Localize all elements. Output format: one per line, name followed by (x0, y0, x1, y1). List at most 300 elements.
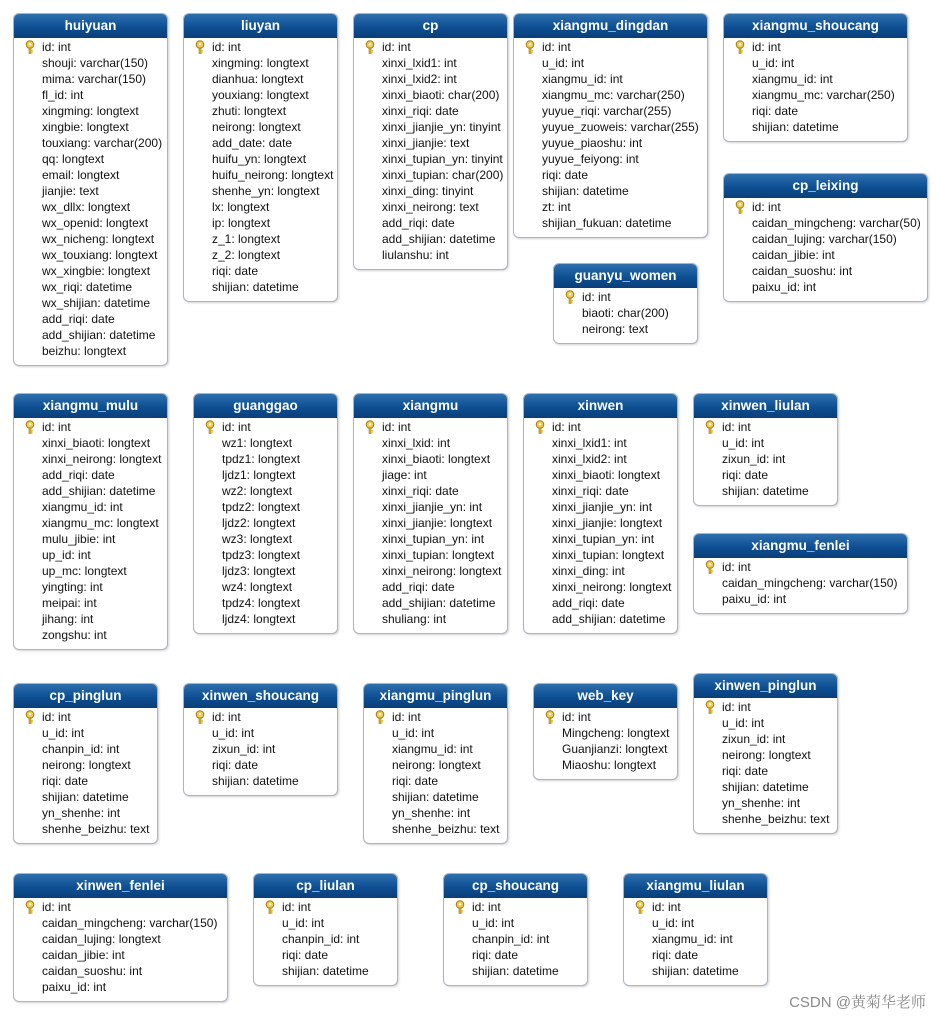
field-label: u_id: int (722, 716, 765, 730)
field-label: shenhe_beizhu: text (392, 822, 500, 836)
table-field (514, 135, 707, 151)
table-field (554, 321, 697, 337)
field-label: xinxi_tupian_yn: tinyint (382, 152, 503, 166)
field-label: fl_id: int (42, 88, 84, 102)
field-label: add_shijian: datetime (382, 596, 496, 610)
field-label: zhuti: longtext (212, 104, 287, 118)
field-label: qq: longtext (42, 152, 105, 166)
field-label: caidan_suoshu: int (752, 264, 853, 278)
field-label: neirong: longtext (392, 758, 481, 772)
field-label: ljdz1: longtext (222, 468, 296, 482)
key-icon (24, 40, 36, 54)
table-field (354, 199, 507, 215)
table-field (14, 611, 167, 627)
table-field (694, 779, 837, 795)
table-field (354, 531, 507, 547)
field-label: shenhe_beizhu: text (722, 812, 830, 826)
table-field (14, 627, 167, 643)
field-label: shouji: varchar(150) (42, 56, 149, 70)
key-icon (24, 710, 36, 724)
field-label: riqi: date (722, 468, 769, 482)
table-field (14, 103, 167, 119)
table-field (354, 499, 507, 515)
table-field (354, 215, 507, 231)
field-label: id: int (282, 900, 311, 914)
table-field (444, 947, 587, 963)
field-label: caidan_jibie: int (752, 248, 835, 262)
table-field (724, 71, 907, 87)
field-label: dianhua: longtext (212, 72, 304, 86)
field-label: caidan_mingcheng: varchar(150) (722, 576, 898, 590)
primary-key-field (354, 419, 507, 435)
table-field (14, 789, 157, 805)
table-field (694, 483, 837, 499)
field-label: shuliang: int (382, 612, 447, 626)
primary-key-field (184, 39, 337, 55)
field-label: jihang: int (42, 612, 94, 626)
table-field (514, 55, 707, 71)
table-field (694, 747, 837, 763)
table-field (624, 915, 767, 931)
table-xiangmu-fenlei (693, 533, 908, 614)
table-field (354, 611, 507, 627)
field-label: id: int (542, 40, 571, 54)
table-field (554, 305, 697, 321)
primary-key-field (724, 199, 927, 215)
table-field (194, 435, 337, 451)
table-field (14, 199, 167, 215)
field-label: xinxi_ding: tinyint (382, 184, 474, 198)
table-field (184, 167, 337, 183)
field-label: chanpin_id: int (42, 742, 120, 756)
key-icon (454, 900, 466, 914)
field-label: xiangmu_id: int (652, 932, 733, 946)
field-label: zt: int (542, 200, 571, 214)
table-field (724, 215, 927, 231)
field-label: xiangmu_mc: varchar(250) (542, 88, 685, 102)
key-icon (634, 900, 646, 914)
table-field (364, 757, 507, 773)
table-field (194, 483, 337, 499)
table-field (254, 915, 397, 931)
table-field (14, 71, 167, 87)
table-field (524, 515, 677, 531)
field-label: Mingcheng: longtext (562, 726, 670, 740)
table-field (694, 763, 837, 779)
table-title: xiangmu_liulan (624, 874, 767, 898)
field-label: neirong: longtext (722, 748, 811, 762)
field-label: u_id: int (472, 916, 515, 930)
table-field (624, 947, 767, 963)
watermark: CSDN @黄菊华老师 (789, 994, 926, 1011)
table-cp-liulan (253, 873, 398, 986)
field-label: xiangmu_id: int (752, 72, 833, 86)
field-label: email: longtext (42, 168, 120, 182)
field-label: id: int (42, 710, 71, 724)
primary-key-field (254, 899, 397, 915)
table-field (524, 563, 677, 579)
field-label: add_shijian: datetime (552, 612, 666, 626)
table-field (14, 915, 227, 931)
table-field (354, 435, 507, 451)
field-label: Guanjianzi: longtext (562, 742, 668, 756)
table-field (524, 611, 677, 627)
table-field (184, 55, 337, 71)
table-cp-shoucang (443, 873, 588, 986)
field-label: xingming: longtext (42, 104, 139, 118)
field-label: shenhe_beizhu: text (42, 822, 150, 836)
field-label: neirong: longtext (212, 120, 301, 134)
table-title: xinwen (524, 394, 677, 418)
field-label: xinxi_lxid: int (382, 436, 451, 450)
key-icon (734, 40, 746, 54)
table-xiangmu-pinglun (363, 683, 508, 844)
field-label: wx_touxiang: longtext (42, 248, 158, 262)
table-field (724, 247, 927, 263)
field-label: xinxi_tupian_yn: int (382, 532, 485, 546)
table-field (524, 483, 677, 499)
primary-key-field (194, 419, 337, 435)
table-field (724, 263, 927, 279)
table-field (724, 55, 907, 71)
table-huiyuan (13, 13, 168, 366)
table-field (354, 547, 507, 563)
table-field (184, 279, 337, 295)
field-label: ip: longtext (212, 216, 271, 230)
field-label: id: int (562, 710, 591, 724)
key-icon (704, 700, 716, 714)
field-label: Miaoshu: longtext (562, 758, 657, 772)
field-label: z_2: longtext (212, 248, 281, 262)
table-field (194, 467, 337, 483)
table-field (694, 591, 907, 607)
table-cp-leixing (723, 173, 928, 302)
table-field (444, 931, 587, 947)
field-label: u_id: int (752, 56, 795, 70)
table-field (354, 167, 507, 183)
field-label: shijian: datetime (752, 120, 839, 134)
field-label: up_id: int (42, 548, 91, 562)
table-field (354, 103, 507, 119)
primary-key-field (554, 289, 697, 305)
primary-key-field (694, 559, 907, 575)
field-label: beizhu: longtext (42, 344, 127, 358)
field-label: xinxi_jianjie: text (382, 136, 470, 150)
field-label: yuyue_zuoweis: varchar(255) (542, 120, 699, 134)
table-field (514, 215, 707, 231)
table-field (364, 789, 507, 805)
table-title: guanggao (194, 394, 337, 418)
field-label: xinxi_biaoti: char(200) (382, 88, 500, 102)
table-field (184, 725, 337, 741)
field-label: id: int (212, 40, 241, 54)
table-field (624, 931, 767, 947)
table-field (514, 199, 707, 215)
field-label: caidan_suoshu: int (42, 964, 143, 978)
key-icon (734, 200, 746, 214)
field-label: id: int (42, 420, 71, 434)
field-label: caidan_lujing: longtext (42, 932, 161, 946)
table-field (184, 87, 337, 103)
key-icon (704, 560, 716, 574)
field-label: add_shijian: datetime (382, 232, 496, 246)
field-label: xinxi_tupian: longtext (552, 548, 665, 562)
primary-key-field (14, 709, 157, 725)
key-icon (204, 420, 216, 434)
field-label: paixu_id: int (752, 280, 817, 294)
table-title: xiangmu_shoucang (724, 14, 907, 38)
table-field (354, 247, 507, 263)
table-field (14, 435, 167, 451)
field-label: add_riqi: date (552, 596, 625, 610)
table-field (524, 499, 677, 515)
field-label: xiangmu_mc: longtext (42, 516, 159, 530)
table-field (254, 963, 397, 979)
field-label: riqi: date (752, 104, 799, 118)
table-field (14, 773, 157, 789)
table-field (14, 499, 167, 515)
table-xiangmu-shoucang (723, 13, 908, 142)
table-field (524, 531, 677, 547)
table-field (14, 725, 157, 741)
table-field (364, 821, 507, 837)
table-field (354, 55, 507, 71)
table-guanyu-women (553, 263, 698, 344)
table-field (14, 979, 227, 995)
field-label: add_date: date (212, 136, 293, 150)
table-field (724, 103, 907, 119)
field-label: riqi: date (722, 764, 769, 778)
field-label: id: int (722, 420, 751, 434)
field-label: wx_xingbie: longtext (42, 264, 151, 278)
primary-key-field (444, 899, 587, 915)
field-label: yn_shenhe: int (722, 796, 801, 810)
table-field (184, 741, 337, 757)
field-label: xinxi_biaoti: longtext (552, 468, 661, 482)
field-label: liulanshu: int (382, 248, 449, 262)
field-label: xinxi_neirong: longtext (42, 452, 162, 466)
table-field (14, 467, 167, 483)
field-label: id: int (752, 200, 781, 214)
table-field (534, 757, 677, 773)
field-label: u_id: int (652, 916, 695, 930)
table-field (14, 215, 167, 231)
table-xiangmu (353, 393, 508, 634)
table-field (524, 595, 677, 611)
table-field (194, 515, 337, 531)
table-field (184, 71, 337, 87)
field-label: riqi: date (42, 774, 89, 788)
table-field (524, 435, 677, 451)
table-field (194, 579, 337, 595)
key-icon (194, 710, 206, 724)
table-field (14, 563, 167, 579)
field-label: id: int (42, 900, 71, 914)
field-label: yingting: int (42, 580, 103, 594)
field-label: up_mc: longtext (42, 564, 127, 578)
table-field (184, 247, 337, 263)
table-field (514, 151, 707, 167)
table-field (514, 119, 707, 135)
field-label: wz3: longtext (222, 532, 293, 546)
table-field (184, 199, 337, 215)
field-label: caidan_lujing: varchar(150) (752, 232, 897, 246)
table-title: cp (354, 14, 507, 38)
table-field (534, 725, 677, 741)
table-field (254, 947, 397, 963)
table-field (14, 741, 157, 757)
table-field (694, 467, 837, 483)
table-field (14, 757, 157, 773)
field-label: ljdz3: longtext (222, 564, 296, 578)
field-label: tpdz1: longtext (222, 452, 301, 466)
field-label: add_riqi: date (42, 312, 115, 326)
primary-key-field (624, 899, 767, 915)
field-label: shijian: datetime (282, 964, 369, 978)
primary-key-field (364, 709, 507, 725)
field-label: id: int (722, 560, 751, 574)
field-label: chanpin_id: int (472, 932, 550, 946)
key-icon (374, 710, 386, 724)
field-label: yuyue_feiyong: int (542, 152, 639, 166)
table-field (364, 741, 507, 757)
field-label: wx_shijian: datetime (42, 296, 151, 310)
field-label: meipai: int (42, 596, 97, 610)
table-field (694, 795, 837, 811)
table-field (184, 151, 337, 167)
table-field (444, 915, 587, 931)
field-label: mulu_jibie: int (42, 532, 116, 546)
table-field (694, 575, 907, 591)
field-label: add_riqi: date (42, 468, 115, 482)
field-label: shijian: datetime (392, 790, 479, 804)
field-label: jianjie: text (42, 184, 99, 198)
field-label: u_id: int (392, 726, 435, 740)
field-label: shijian: datetime (722, 484, 809, 498)
field-label: xinxi_jianjie_yn: int (382, 500, 483, 514)
table-field (14, 805, 157, 821)
field-label: add_shijian: datetime (42, 484, 156, 498)
table-field (194, 547, 337, 563)
table-field (724, 87, 907, 103)
table-liuyan (183, 13, 338, 302)
field-label: xiangmu_mc: varchar(250) (752, 88, 895, 102)
field-label: huifu_yn: longtext (212, 152, 307, 166)
table-field (194, 595, 337, 611)
field-label: id: int (212, 710, 241, 724)
table-field (364, 773, 507, 789)
field-label: xinxi_lxid2: int (382, 72, 457, 86)
field-label: u_id: int (212, 726, 255, 740)
table-field (354, 135, 507, 151)
table-field (14, 247, 167, 263)
table-field (184, 757, 337, 773)
table-field (354, 563, 507, 579)
table-field (14, 483, 167, 499)
field-label: id: int (582, 290, 611, 304)
table-field (354, 71, 507, 87)
table-title: guanyu_women (554, 264, 697, 288)
table-title: xinwen_shoucang (184, 684, 337, 708)
field-label: xinxi_riqi: date (382, 484, 459, 498)
table-title: liuyan (184, 14, 337, 38)
table-field (14, 947, 227, 963)
field-label: xiangmu_id: int (542, 72, 623, 86)
table-field (14, 821, 157, 837)
field-label: huifu_neirong: longtext (212, 168, 334, 182)
key-icon (24, 900, 36, 914)
field-label: wz4: longtext (222, 580, 293, 594)
field-label: tpdz2: longtext (222, 500, 301, 514)
table-field (184, 773, 337, 789)
table-field (194, 611, 337, 627)
field-label: ljdz4: longtext (222, 612, 296, 626)
field-label: shijian_fukuan: datetime (542, 216, 672, 230)
table-field (14, 295, 167, 311)
field-label: biaoti: char(200) (582, 306, 669, 320)
field-label: shenhe_yn: longtext (212, 184, 320, 198)
table-field (694, 731, 837, 747)
field-label: shijian: datetime (212, 774, 299, 788)
field-label: zixun_id: int (722, 732, 786, 746)
field-label: add_shijian: datetime (42, 328, 156, 342)
field-label: shijian: datetime (542, 184, 629, 198)
field-label: u_id: int (282, 916, 325, 930)
field-label: yuyue_riqi: varchar(255) (542, 104, 672, 118)
table-field (254, 931, 397, 947)
table-field (444, 963, 587, 979)
field-label: tpdz4: longtext (222, 596, 301, 610)
field-label: wx_dllx: longtext (42, 200, 131, 214)
field-label: mima: varchar(150) (42, 72, 147, 86)
table-field (14, 311, 167, 327)
table-xiangmu-dingdan (513, 13, 708, 238)
field-label: paixu_id: int (722, 592, 787, 606)
table-field (14, 135, 167, 151)
table-field (184, 215, 337, 231)
field-label: riqi: date (392, 774, 439, 788)
field-label: xinxi_jianjie_yn: int (552, 500, 653, 514)
field-label: shijian: datetime (472, 964, 559, 978)
field-label: shijian: datetime (42, 790, 129, 804)
table-field (354, 183, 507, 199)
table-title: xinwen_pinglun (694, 674, 837, 698)
table-field (724, 279, 927, 295)
field-label: xinxi_lxid1: int (382, 56, 457, 70)
table-title: cp_pinglun (14, 684, 157, 708)
field-label: touxiang: varchar(200) (42, 136, 163, 150)
primary-key-field (14, 899, 227, 915)
table-field (514, 87, 707, 103)
table-title: cp_liulan (254, 874, 397, 898)
table-field (354, 119, 507, 135)
field-label: xinxi_jianjie_yn: tinyint (382, 120, 501, 134)
table-field (14, 167, 167, 183)
table-cp-pinglun (13, 683, 158, 844)
field-label: yn_shenhe: int (42, 806, 121, 820)
table-field (14, 263, 167, 279)
table-field (194, 499, 337, 515)
table-xinwen-fenlei (13, 873, 228, 1002)
table-title: xiangmu_mulu (14, 394, 167, 418)
table-field (624, 963, 767, 979)
key-icon (364, 40, 376, 54)
field-label: id: int (382, 40, 411, 54)
table-field (514, 103, 707, 119)
table-field (194, 563, 337, 579)
table-web-key (533, 683, 678, 780)
key-icon (534, 420, 546, 434)
